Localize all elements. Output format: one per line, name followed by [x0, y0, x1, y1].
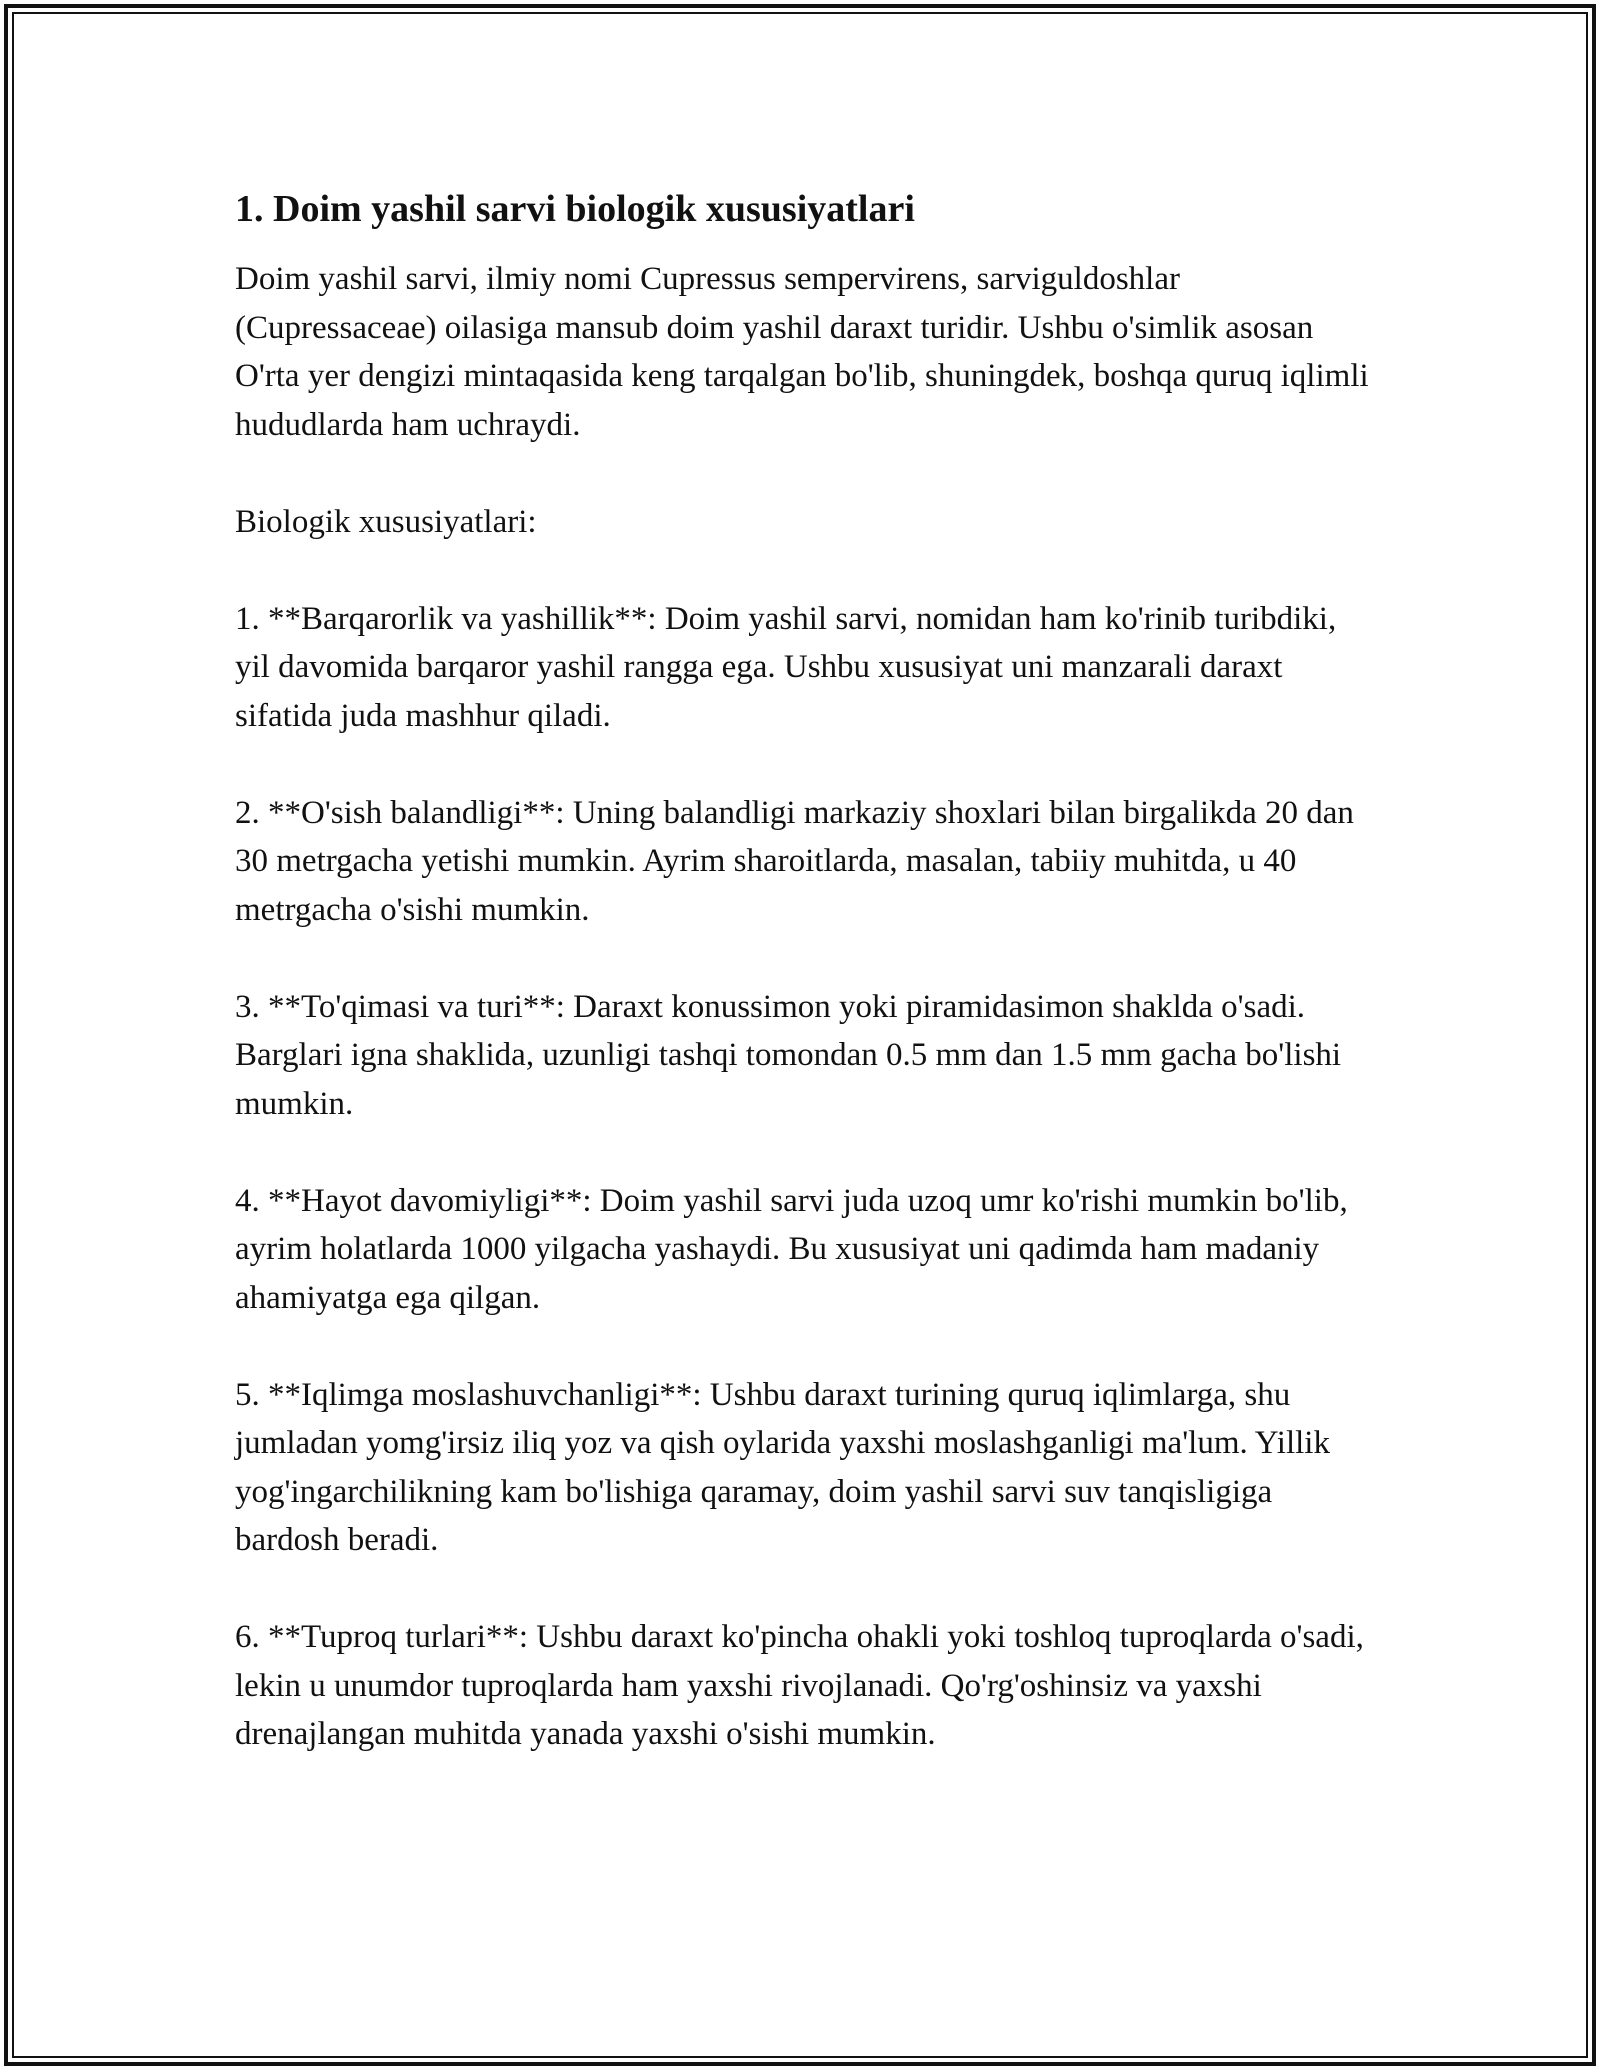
list-item-3: 3. **To'qimasi va turi**: Daraxt konussimon yoki piramidasimon shaklda o'sadi. Barglari igna shaklida, uzunligi tashqi tomondan 0.5 mm dan 1.5 mm gacha bo'lishi mumkin.: [235, 988, 1342, 1122]
intro-paragraph: Doim yashil sarvi, ilmiy nomi Cupressus sempervirens, sarviguldoshlar (Cupressaceae) oilasiga mansub doim yashil daraxt turidir. Ushbu o'simlik asosan O'rta yer dengizi mintaqasida keng tarqalgan bo'lib, shuningdek, boshqa quruq iqlimli hududlarda ham uchraydi.: [235, 261, 1369, 443]
list-item-6: 6. **Tuproq turlari**: Ushbu daraxt ko'pincha ohakli yoki toshloq tuproqlarda o'sadi, lekin u unumdor tuproqlarda ham yaxshi rivojlanadi. Qo'rg'oshinsiz va yaxshi drenajlangan muhitda yanada yaxshi o'sishi mumkin.: [235, 1619, 1364, 1752]
list-item-2: 2. **O'sish balandligi**: Uning balandligi markaziy shoxlari bilan birgalikda 20 dan 30 metrgacha yetishi mumkin. Ayrim sharoitlarda, masalan, tabiiy muhitda, u 40 metrgacha o'sishi mumkin.: [235, 794, 1354, 928]
document-title: 1. Doim yashil sarvi biologik xususiyatlari: [235, 188, 915, 230]
list-item-5: 5. **Iqlimga moslashuvchanligi**: Ushbu daraxt turining quruq iqlimlarga, shu jumladan yomg'irsiz iliq yoz va qish oylarida yaxshi moslashganligi ma'lum. Yillik yog'ingarchilikning kam bo'lishiga qaramay, doim yashil sarvi suv tanqisligiga bardosh beradi.: [235, 1376, 1330, 1558]
section-subheading: Biologik xususiyatlari:: [235, 503, 537, 540]
list-item-4: 4. **Hayot davomiyligi**: Doim yashil sarvi juda uzoq umr ko'rishi mumkin bo'lib, ayrim holatlarda 1000 yilgacha yashaydi. Bu xususiyat uni qadimda ham madaniy ahamiyatga ega qilgan.: [235, 1182, 1348, 1316]
document-body: [235, 185, 1370, 1807]
list-item-1: 1. **Barqarorlik va yashillik**: Doim yashil sarvi, nomidan ham ko'rinib turibdiki, yil davomida barqaror yashil rangga ega. Ushbu xususiyat uni manzarali daraxt sifatida juda mashhur qiladi.: [235, 600, 1337, 734]
